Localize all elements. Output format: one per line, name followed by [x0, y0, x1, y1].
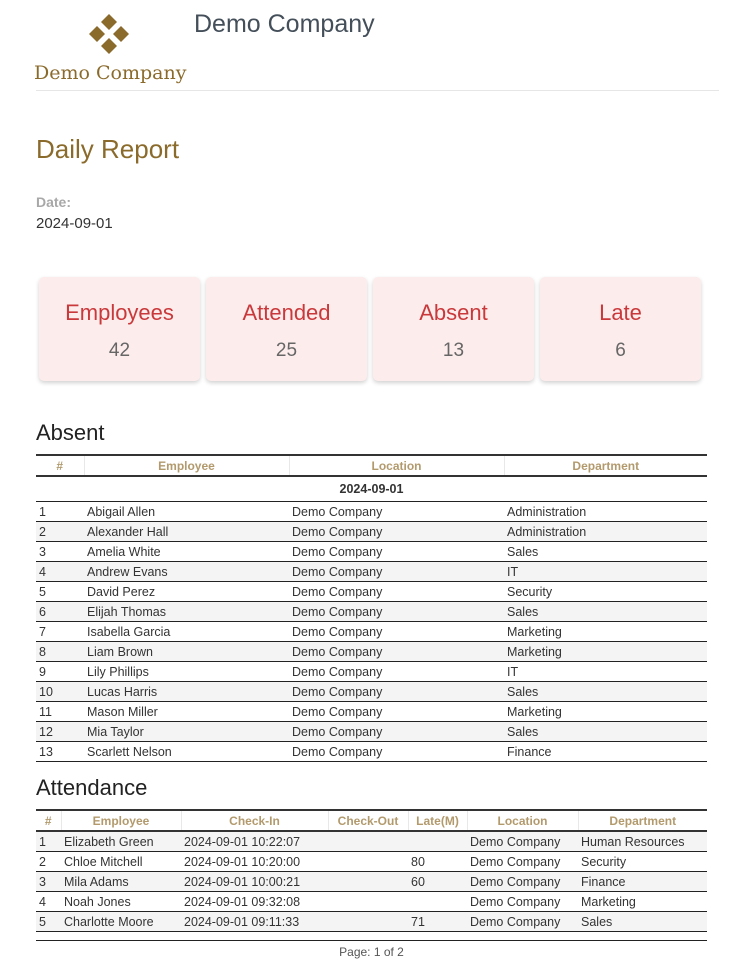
- table-cell: [328, 892, 408, 912]
- table-cell: [408, 892, 467, 912]
- table-row: [36, 602, 707, 622]
- table-cell: Marketing: [504, 622, 707, 642]
- column-header: Employee: [61, 810, 181, 831]
- table-cell: Demo Company: [289, 722, 504, 742]
- company-logo: [34, 8, 186, 86]
- table-row: [36, 722, 707, 742]
- column-header: Department: [578, 810, 707, 831]
- logo-text: Demo Company: [34, 62, 187, 84]
- table-cell: Sales: [578, 912, 707, 932]
- table-cell: [328, 852, 408, 872]
- table-cell: 80: [408, 852, 467, 872]
- table-cell: Mila Adams: [61, 872, 181, 892]
- table-cell: Sales: [504, 722, 707, 742]
- table-cell: Administration: [504, 522, 707, 542]
- table-cell: Demo Company: [467, 872, 578, 892]
- attendance-section-title: Attendance: [36, 775, 148, 800]
- table-row: [36, 502, 707, 522]
- date-label: Date:: [36, 194, 72, 210]
- table-cell: Abigail Allen: [84, 502, 289, 522]
- card-value: 42: [108, 340, 131, 361]
- table-cell: 2024-09-01 09:32:08: [181, 892, 328, 912]
- column-header: Check-Out: [328, 810, 408, 831]
- table-cell: Demo Company: [289, 502, 504, 522]
- group-date: 2024-09-01: [36, 476, 707, 502]
- table-cell: 60: [408, 872, 467, 892]
- absent-section-title: Absent: [36, 420, 105, 445]
- summary-cards: [39, 277, 701, 383]
- table-cell: 5: [36, 582, 84, 602]
- table-cell: David Perez: [84, 582, 289, 602]
- table-cell: Mason Miller: [84, 702, 289, 722]
- table-cell: 9: [36, 662, 84, 682]
- table-cell: Administration: [504, 502, 707, 522]
- table-cell: Elijah Thomas: [84, 602, 289, 622]
- table-cell: Demo Company: [289, 622, 504, 642]
- card-label: Employees: [65, 300, 174, 325]
- table-cell: Demo Company: [289, 742, 504, 762]
- table-cell: Alexander Hall: [84, 522, 289, 542]
- table-cell: Andrew Evans: [84, 562, 289, 582]
- table-cell: 7: [36, 622, 84, 642]
- table-cell: Demo Company: [289, 682, 504, 702]
- report-header: [0, 0, 743, 92]
- table-cell: Marketing: [504, 642, 707, 662]
- table-cell: Finance: [504, 742, 707, 762]
- table-cell: Sales: [504, 602, 707, 622]
- table-row: [36, 542, 707, 562]
- table-cell: [408, 831, 467, 852]
- table-cell: IT: [504, 562, 707, 582]
- table-row: [36, 852, 707, 872]
- table-row: [36, 562, 707, 582]
- diamond-logo-icon: [84, 12, 134, 60]
- table-cell: 1: [36, 502, 84, 522]
- table-cell: Demo Company: [289, 662, 504, 682]
- table-cell: 10: [36, 682, 84, 702]
- table-cell: Demo Company: [289, 542, 504, 562]
- table-cell: Demo Company: [467, 831, 578, 852]
- report-title: Daily Report: [36, 134, 180, 164]
- table-cell: Lucas Harris: [84, 682, 289, 702]
- table-row: [36, 912, 707, 932]
- card-value: 25: [275, 340, 298, 361]
- attendance-table-header: [36, 810, 707, 831]
- table-cell: Demo Company: [467, 852, 578, 872]
- table-row: [36, 742, 707, 762]
- column-header: Location: [289, 455, 504, 476]
- table-cell: 8: [36, 642, 84, 662]
- table-cell: 6: [36, 602, 84, 622]
- table-cell: Finance: [578, 872, 707, 892]
- table-row: [36, 872, 707, 892]
- table-row: [36, 662, 707, 682]
- table-row: [36, 642, 707, 662]
- table-cell: 2024-09-01 09:11:33: [181, 912, 328, 932]
- employees-card: [39, 277, 200, 381]
- column-header: Department: [504, 455, 707, 476]
- header-divider: [36, 90, 719, 91]
- table-cell: [328, 912, 408, 932]
- attended-card: [206, 277, 367, 381]
- card-label: Attended: [242, 300, 331, 325]
- table-cell: 2024-09-01 10:20:00: [181, 852, 328, 872]
- table-cell: Demo Company: [467, 912, 578, 932]
- card-label: Absent: [419, 300, 488, 325]
- table-cell: 71: [408, 912, 467, 932]
- table-cell: Sales: [504, 682, 707, 702]
- table-cell: Security: [504, 582, 707, 602]
- table-cell: 2024-09-01 10:22:07: [181, 831, 328, 852]
- column-header: #: [36, 455, 84, 476]
- column-header: Late(M): [408, 810, 467, 831]
- table-cell: [328, 831, 408, 852]
- column-header: Employee: [84, 455, 289, 476]
- table-cell: 2024-09-01 10:00:21: [181, 872, 328, 892]
- table-cell: Security: [578, 852, 707, 872]
- table-cell: Marketing: [504, 702, 707, 722]
- table-cell: Amelia White: [84, 542, 289, 562]
- table-row: [36, 702, 707, 722]
- table-cell: Demo Company: [289, 642, 504, 662]
- table-cell: 3: [36, 542, 84, 562]
- table-row: [36, 831, 707, 852]
- table-cell: 5: [36, 912, 61, 932]
- table-row: [36, 522, 707, 542]
- table-cell: Demo Company: [289, 602, 504, 622]
- card-label: Late: [599, 300, 642, 325]
- column-header: Location: [467, 810, 578, 831]
- table-cell: 13: [36, 742, 84, 762]
- absent-table-header: [36, 455, 707, 476]
- table-cell: Noah Jones: [61, 892, 181, 912]
- table-cell: 2: [36, 522, 84, 542]
- table-row: [36, 682, 707, 702]
- page-number: Page: 1 of 2: [339, 945, 404, 959]
- table-cell: Charlotte Moore: [61, 912, 181, 932]
- table-cell: [328, 872, 408, 892]
- table-cell: 4: [36, 892, 61, 912]
- table-cell: Demo Company: [289, 562, 504, 582]
- table-cell: Scarlett Nelson: [84, 742, 289, 762]
- table-cell: Mia Taylor: [84, 722, 289, 742]
- table-cell: Human Resources: [578, 831, 707, 852]
- table-row: [36, 622, 707, 642]
- table-cell: Demo Company: [289, 582, 504, 602]
- table-cell: Marketing: [578, 892, 707, 912]
- late-card: [540, 277, 701, 381]
- table-end-rule: [36, 940, 707, 941]
- column-header: #: [36, 810, 61, 831]
- date-group-row: [36, 476, 707, 502]
- table-cell: Liam Brown: [84, 642, 289, 662]
- table-row: [36, 582, 707, 602]
- table-cell: 12: [36, 722, 84, 742]
- table-cell: 2: [36, 852, 61, 872]
- table-cell: Demo Company: [467, 892, 578, 912]
- table-cell: Sales: [504, 542, 707, 562]
- card-value: 13: [442, 340, 465, 361]
- company-name: Demo Company: [194, 10, 375, 38]
- table-cell: Chloe Mitchell: [61, 852, 181, 872]
- table-cell: Demo Company: [289, 522, 504, 542]
- column-header: Check-In: [181, 810, 328, 831]
- table-cell: Elizabeth Green: [61, 831, 181, 852]
- table-cell: 1: [36, 831, 61, 852]
- absent-card: [373, 277, 534, 381]
- table-cell: IT: [504, 662, 707, 682]
- attendance-table: [36, 809, 707, 932]
- table-cell: Demo Company: [289, 702, 504, 722]
- absent-table: [36, 454, 707, 762]
- table-cell: 11: [36, 702, 84, 722]
- table-cell: Lily Phillips: [84, 662, 289, 682]
- card-value: 6: [615, 340, 626, 361]
- table-cell: 4: [36, 562, 84, 582]
- table-row: [36, 892, 707, 912]
- table-cell: 3: [36, 872, 61, 892]
- table-cell: Isabella Garcia: [84, 622, 289, 642]
- date-value: 2024-09-01: [36, 215, 113, 232]
